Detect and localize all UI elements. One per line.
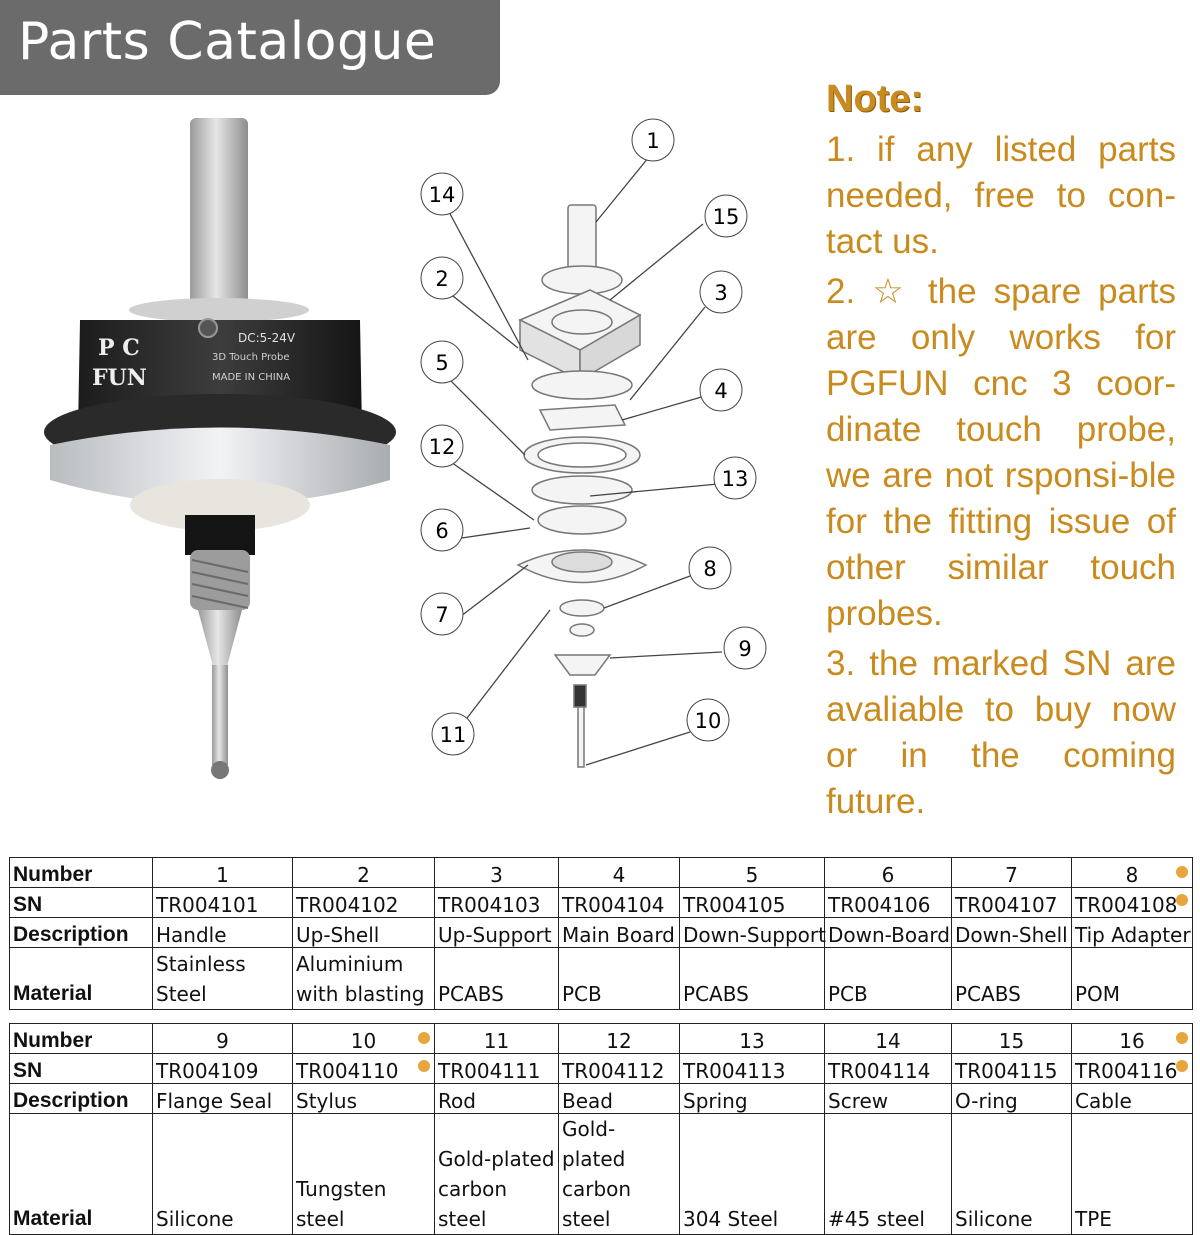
sn-row xyxy=(10,1054,1193,1084)
spacer-cell xyxy=(10,1010,1193,1024)
table-cell: TR004101 xyxy=(153,888,293,918)
parts-table xyxy=(9,857,1193,1235)
table-cell: POM xyxy=(1072,948,1193,1010)
table-cell: 2 xyxy=(293,858,435,888)
table-cell: Rod xyxy=(435,1084,559,1114)
note-item-2: 2. ☆ the spare parts are only works for PGFUN cnc 3 coor-dinate touch probe, we are not rsponsi-ble for the fitting issue of other similar touch probes. xyxy=(826,272,1176,633)
brand-bottom: FUN xyxy=(92,365,147,391)
title-banner xyxy=(0,0,500,95)
product-label: 3D Touch Probe xyxy=(212,352,290,363)
callout-15 xyxy=(705,195,747,237)
table-spacer xyxy=(10,1010,1193,1024)
page-title: Parts Catalogue xyxy=(18,12,437,72)
sn-row xyxy=(10,888,1193,918)
material-row xyxy=(10,1114,1193,1235)
origin-label: MADE IN CHINA xyxy=(212,372,291,383)
table-cell: TR004112 xyxy=(559,1054,680,1084)
table-cell: Up-Support xyxy=(435,918,559,948)
parts-block-2 xyxy=(10,1024,1193,1235)
table-cell: Cable xyxy=(1072,1084,1193,1114)
table-cell: TR004104 xyxy=(559,888,680,918)
row-label: Number xyxy=(10,858,153,888)
table-cell: Aluminium with blasting xyxy=(293,948,435,1010)
table-cell: PCABS xyxy=(952,948,1072,1010)
note-item-1: 1. if any listed parts needed, free to con-tact us. xyxy=(826,130,1176,261)
table-cell: 13 xyxy=(680,1024,825,1054)
row-label: Material xyxy=(10,948,153,1010)
callout-6 xyxy=(421,509,463,551)
table-cell: Gold-plated carbon steel xyxy=(435,1114,559,1235)
table-cell: 1 xyxy=(153,858,293,888)
table-cell: 9 xyxy=(153,1024,293,1054)
svg-text:5: 5 xyxy=(435,351,449,375)
table-cell: Bead xyxy=(559,1084,680,1114)
svg-text:1: 1 xyxy=(646,129,660,153)
description-row xyxy=(10,1084,1193,1114)
row-label: Number xyxy=(10,1024,153,1054)
brand-top: P C xyxy=(98,335,140,361)
table-cell: Down-Support xyxy=(680,918,825,948)
table-cell: TR004115 xyxy=(952,1054,1072,1084)
table-cell: Screw xyxy=(825,1084,952,1114)
svg-text:11: 11 xyxy=(439,723,467,747)
callout-11 xyxy=(432,713,474,755)
table-cell: TR004107 xyxy=(952,888,1072,918)
svg-text:2: 2 xyxy=(435,267,449,291)
callout-14 xyxy=(421,173,463,215)
callout-7 xyxy=(421,593,463,635)
table-cell: 11 xyxy=(435,1024,559,1054)
number-row xyxy=(10,858,1193,888)
material-row xyxy=(10,948,1193,1010)
svg-text:6: 6 xyxy=(435,519,449,543)
callout-9 xyxy=(724,627,766,669)
callout-5 xyxy=(421,341,463,383)
table-cell: 15 xyxy=(952,1024,1072,1054)
table-cell: 12 xyxy=(559,1024,680,1054)
table-cell: 304 Steel xyxy=(680,1114,825,1235)
row-label: SN xyxy=(10,888,153,918)
svg-text:4: 4 xyxy=(714,379,728,403)
svg-text:14: 14 xyxy=(428,183,456,207)
callout-8 xyxy=(689,547,731,589)
callout-3 xyxy=(700,271,742,313)
table-cell: TPE xyxy=(1072,1114,1193,1235)
table-cell: Up-Shell xyxy=(293,918,435,948)
table-cell-marked: 8 xyxy=(1072,858,1193,888)
probe-photo xyxy=(40,110,400,790)
table-cell-marked: 16 xyxy=(1072,1024,1193,1054)
svg-text:12: 12 xyxy=(428,435,456,459)
table-cell: Flange Seal xyxy=(153,1084,293,1114)
available-marker-icon xyxy=(418,1032,430,1044)
number-row xyxy=(10,1024,1193,1054)
voltage-label: DC:5-24V xyxy=(238,331,296,345)
table-cell: Down-Shell xyxy=(952,918,1072,948)
callout-13 xyxy=(714,457,756,499)
svg-text:9: 9 xyxy=(738,637,752,661)
parts-block-1 xyxy=(10,858,1193,1010)
table-cell: Down-Board xyxy=(825,918,952,948)
callout-12 xyxy=(421,425,463,467)
table-cell: TR004110 xyxy=(293,1054,435,1084)
table-cell: TR004114 xyxy=(825,1054,952,1084)
table-cell: TR004102 xyxy=(293,888,435,918)
led-icon xyxy=(199,319,217,337)
table-cell: Silicone xyxy=(952,1114,1072,1235)
table-cell: O-ring xyxy=(952,1084,1072,1114)
table-cell: 6 xyxy=(825,858,952,888)
exploded-diagram xyxy=(400,110,800,790)
table-cell: 7 xyxy=(952,858,1072,888)
row-label: Description xyxy=(10,918,153,948)
table-cell: Main Board xyxy=(559,918,680,948)
svg-text:8: 8 xyxy=(703,557,717,581)
svg-text:3: 3 xyxy=(714,281,728,305)
table-cell: TR004106 xyxy=(825,888,952,918)
row-label: SN xyxy=(10,1054,153,1084)
table-cell: TR004109 xyxy=(153,1054,293,1084)
table-cell: TR004111 xyxy=(435,1054,559,1084)
table-cell: #45 steel xyxy=(825,1114,952,1235)
row-label: Material xyxy=(10,1114,153,1235)
available-marker-icon xyxy=(1176,866,1188,878)
table-cell: Tungsten steel xyxy=(293,1114,435,1235)
table-cell: PCABS xyxy=(680,948,825,1010)
note-item-3: 3. the marked SN are avaliable to buy now or in the coming future. xyxy=(826,644,1176,821)
table-cell-marked: 10 xyxy=(293,1024,435,1054)
available-marker-icon xyxy=(1176,1032,1188,1044)
callout-10 xyxy=(687,699,729,741)
callout-4 xyxy=(700,369,742,411)
svg-text:15: 15 xyxy=(712,205,740,229)
description-row xyxy=(10,918,1193,948)
table-cell: 4 xyxy=(559,858,680,888)
table-cell: TR004116 xyxy=(1072,1054,1193,1084)
table-cell: 3 xyxy=(435,858,559,888)
table-cell: Spring xyxy=(680,1084,825,1114)
table-cell: PCB xyxy=(559,948,680,1010)
table-cell: TR004103 xyxy=(435,888,559,918)
table-cell: 5 xyxy=(680,858,825,888)
table-cell: Handle xyxy=(153,918,293,948)
note-panel xyxy=(826,78,1176,829)
table-cell: Tip Adapter xyxy=(1072,918,1193,948)
table-cell: PCABS xyxy=(435,948,559,1010)
svg-text:7: 7 xyxy=(435,603,449,627)
table-cell: TR004105 xyxy=(680,888,825,918)
table-cell: Gold-plated carbon steel xyxy=(559,1114,680,1235)
table-cell: TR004108 xyxy=(1072,888,1193,918)
svg-text:13: 13 xyxy=(721,467,749,491)
row-label: Description xyxy=(10,1084,153,1114)
table-cell: Silicone xyxy=(153,1114,293,1235)
table-cell: 14 xyxy=(825,1024,952,1054)
table-cell: TR004113 xyxy=(680,1054,825,1084)
table-cell: Stainless Steel xyxy=(153,948,293,1010)
callout-2 xyxy=(421,257,463,299)
note-heading: Note: xyxy=(826,78,924,120)
table-cell: Stylus xyxy=(293,1084,435,1114)
svg-text:10: 10 xyxy=(694,709,722,733)
exploded-parts-drawing xyxy=(518,205,646,767)
table-cell: PCB xyxy=(825,948,952,1010)
callout-1 xyxy=(632,119,674,161)
